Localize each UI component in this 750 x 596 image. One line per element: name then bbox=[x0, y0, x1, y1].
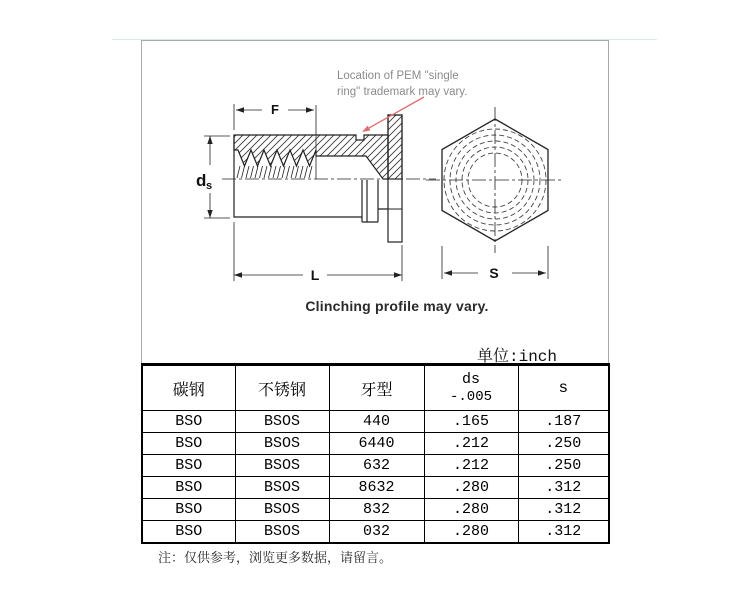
cell: .212 bbox=[424, 455, 518, 477]
cell: 8632 bbox=[329, 477, 424, 499]
cell: .280 bbox=[424, 477, 518, 499]
trademark-arrow-head bbox=[362, 126, 370, 132]
header-row bbox=[142, 365, 609, 411]
footnote: 注：仅供参考，浏览更多数据，请留言。 bbox=[158, 550, 393, 565]
cell: .280 bbox=[424, 499, 518, 521]
cell: .312 bbox=[518, 499, 609, 521]
cell: BSOS bbox=[235, 433, 329, 455]
cell: 440 bbox=[329, 411, 424, 433]
cell: BSOS bbox=[235, 521, 329, 544]
header-ds-symbol: ds bbox=[461, 371, 480, 389]
label-ds-sub: s bbox=[206, 180, 213, 192]
table-row bbox=[142, 455, 609, 477]
cell: 032 bbox=[329, 521, 424, 544]
cell: BSOS bbox=[235, 499, 329, 521]
cell: .312 bbox=[518, 521, 609, 544]
section-wall bbox=[234, 135, 388, 179]
cell: BSO bbox=[142, 455, 235, 477]
cell: BSOS bbox=[235, 477, 329, 499]
cell: .250 bbox=[518, 455, 609, 477]
cell: BSO bbox=[142, 433, 235, 455]
flange-section bbox=[388, 115, 402, 179]
label-s: S bbox=[489, 265, 499, 281]
cell: .165 bbox=[424, 411, 518, 433]
clinching-caption: Clinching profile may vary. bbox=[305, 298, 489, 314]
annotation-line1: Location of PEM "single bbox=[337, 70, 459, 82]
cell: BSO bbox=[142, 499, 235, 521]
header-ds-tolerance: -.005 bbox=[449, 388, 492, 405]
cell: BSO bbox=[142, 521, 235, 544]
cell: 832 bbox=[329, 499, 424, 521]
cell: .250 bbox=[518, 433, 609, 455]
cell: BSOS bbox=[235, 455, 329, 477]
cell: 6440 bbox=[329, 433, 424, 455]
hex-view bbox=[426, 107, 564, 279]
table-row bbox=[142, 477, 609, 499]
table-row bbox=[142, 499, 609, 521]
cell: .280 bbox=[424, 521, 518, 544]
unit-label: 单位:inch bbox=[477, 348, 558, 366]
table-row bbox=[142, 411, 609, 433]
cross-section-view bbox=[204, 104, 436, 281]
label-ds-main: d bbox=[196, 171, 207, 190]
header-thread-type: 牙型 bbox=[329, 365, 424, 411]
cell: 632 bbox=[329, 455, 424, 477]
header-ds bbox=[424, 365, 518, 411]
spec-table bbox=[141, 363, 610, 544]
header-carbon-steel: 碳钢 bbox=[142, 365, 235, 411]
header-stainless-steel: 不锈钢 bbox=[235, 365, 329, 411]
cell: .187 bbox=[518, 411, 609, 433]
cell: BSO bbox=[142, 411, 235, 433]
dimension-ds bbox=[204, 136, 230, 218]
thread-flank-lines bbox=[237, 166, 312, 178]
table-row bbox=[142, 433, 609, 455]
cell: BSO bbox=[142, 477, 235, 499]
label-l: L bbox=[310, 267, 320, 283]
cell: .312 bbox=[518, 477, 609, 499]
header-s: s bbox=[518, 365, 609, 411]
table-row bbox=[142, 521, 609, 544]
cell: BSOS bbox=[235, 411, 329, 433]
annotation-line2: ring" trademark may vary. bbox=[337, 86, 468, 98]
cell: .212 bbox=[424, 433, 518, 455]
label-f: F bbox=[271, 102, 279, 117]
